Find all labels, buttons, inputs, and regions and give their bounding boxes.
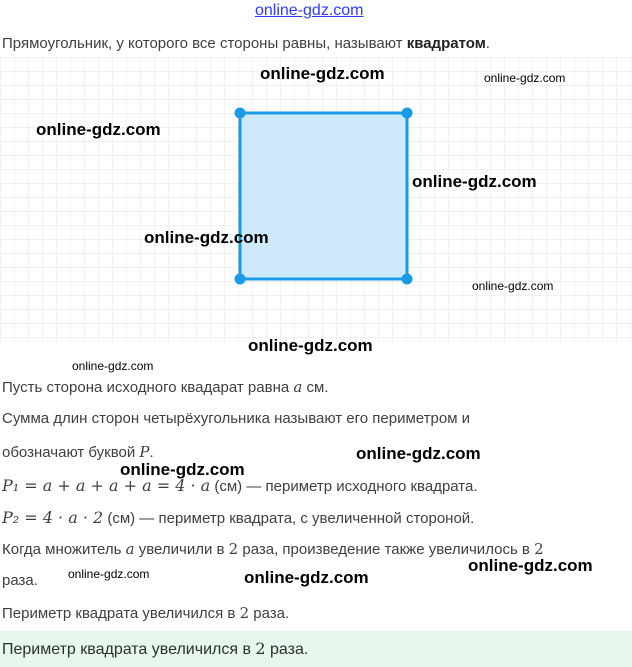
square-vertex-bottom-right (402, 274, 413, 285)
watermark: online-gdz.com (120, 460, 245, 479)
watermark: online-gdz.com (244, 568, 369, 587)
definition-text: Прямоугольник, у которого все стороны равны, называют (2, 35, 407, 52)
text-line-1: Пусть сторона исходного квадарат равна a см. (2, 378, 329, 396)
square-shape (240, 113, 407, 279)
formula-p2: P₂ = 4 · a · 2 (2, 508, 104, 527)
square-vertex-top-right (402, 108, 413, 119)
square-vertex-top-left (235, 108, 246, 119)
text-line-8: Периметр квадрата увеличился в 2 раза. (2, 604, 290, 622)
definition-term: квадратом (406, 35, 486, 52)
watermark: online-gdz.com (36, 120, 161, 139)
square-vertex-bottom-left (235, 274, 246, 285)
answer-box (0, 631, 632, 667)
text-line-3: обозначают буквой P. (2, 443, 154, 461)
definition-sentence (2, 35, 490, 52)
watermark: online-gdz.com (472, 279, 554, 293)
watermark: online-gdz.com (248, 336, 373, 355)
watermark: online-gdz.com (68, 567, 150, 581)
answer-text: Периметр квадрата увеличился в 2 раза. (2, 639, 309, 658)
watermark: online-gdz.com (468, 556, 593, 575)
text-line-7: раза. (2, 572, 38, 589)
text-line-5: P₂ = 4 · a · 2 (см) — периметр квадрата, с увеличенной стороной. (2, 508, 475, 527)
watermark: online-gdz.com (260, 64, 385, 83)
variable-p: P (139, 443, 150, 461)
grid-figure (0, 57, 632, 342)
variable-a: a (293, 378, 303, 396)
text-line-4: P₁ = a + a + a + a = 4 · a (см) — периметр исходного квадрата. (2, 476, 478, 495)
definition-period: . (485, 35, 490, 52)
formula-p1: P₁ = a + a + a + a = 4 · a (2, 476, 211, 495)
text-line-6: Когда множитель a увеличили в 2 раза, произведение также увеличилось в 2 (2, 540, 544, 558)
watermark-top: online-gdz.com (255, 2, 364, 19)
watermark: online-gdz.com (356, 444, 481, 463)
watermark: online-gdz.com (144, 228, 269, 247)
watermark: online-gdz.com (72, 359, 154, 373)
watermark: online-gdz.com (484, 71, 566, 85)
watermark: online-gdz.com (412, 172, 537, 191)
text-line-2: Сумма длин сторон четырёхугольника называют его периметром и (2, 410, 471, 427)
